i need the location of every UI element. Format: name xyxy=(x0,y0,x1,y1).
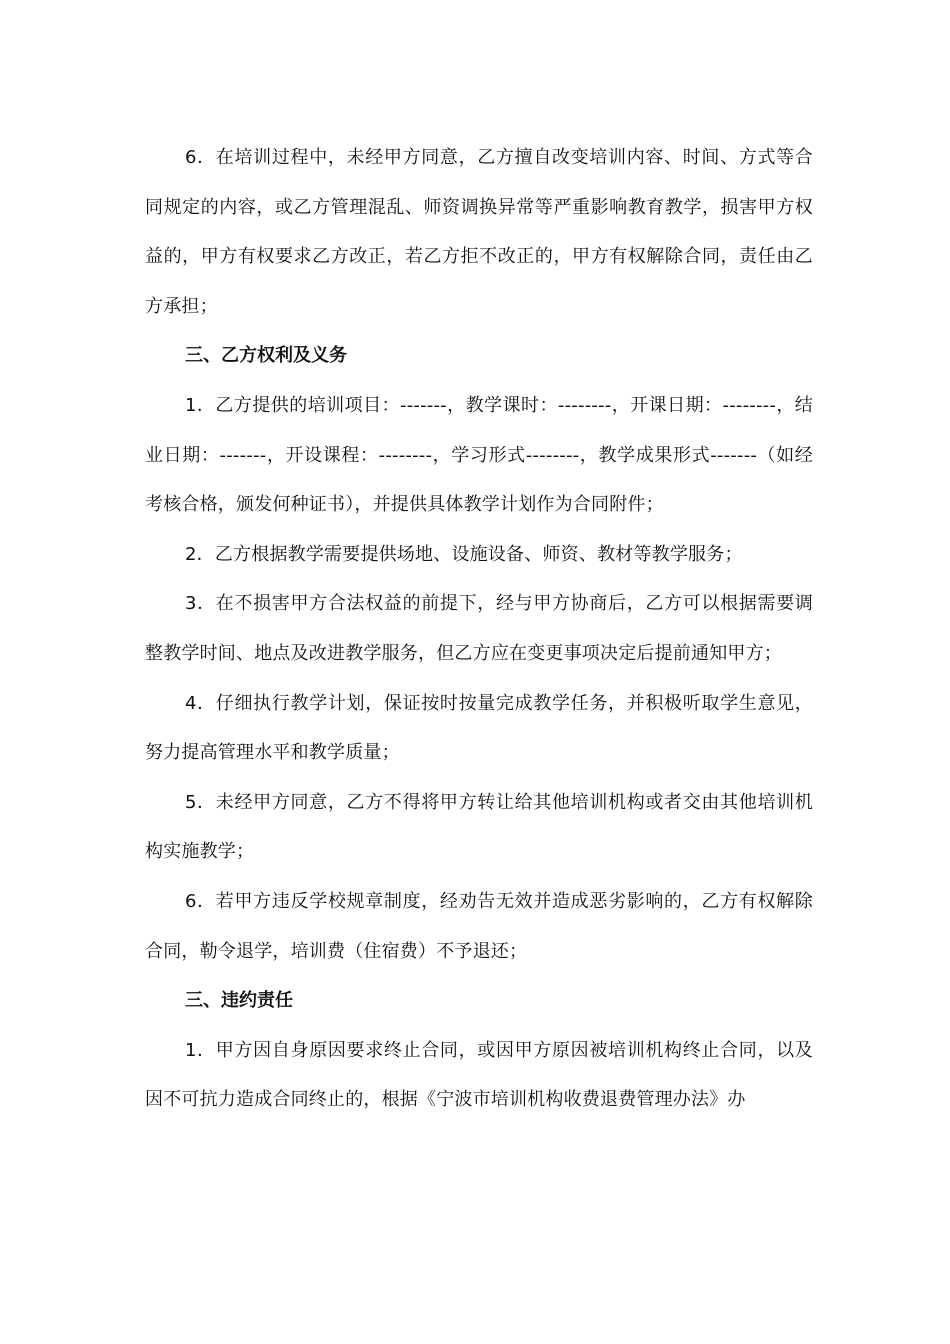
clause-b6-paragraph: 6．若甲方违反学校规章制度，经劝告无效并造成恶劣影响的，乙方有权解除合同，勒令退学，培训费（住宿费）不予退还； xyxy=(145,890,813,962)
document-body xyxy=(145,133,813,1125)
clause-c1-paragraph: 1．甲方因自身原因要求终止合同，或因甲方原因被培训机构终止合同，以及因不可抗力造成合同终止的，根据《宁波市培训机构收费退费管理办法》办 xyxy=(145,1039,813,1111)
clause-a6-paragraph: 6．在培训过程中，未经甲方同意，乙方擅自改变培训内容、时间、方式等合同规定的内容，或乙方管理混乱、师资调换异常等严重影响教育教学，损害甲方权益的，甲方有权要求乙方改正，若乙方拒不改正的，甲方有权解除合同，责任由乙方承担； xyxy=(145,147,813,317)
clause-b5-paragraph: 5．未经甲方同意，乙方不得将甲方转让给其他培训机构或者交由其他培训机构实施教学； xyxy=(145,791,813,863)
clause-b4-paragraph: 4．仔细执行教学计划，保证按时按量完成教学任务，并积极听取学生意见，努力提高管理水平和教学质量； xyxy=(145,692,813,764)
clause-b2-paragraph: 2．乙方根据教学需要提供场地、设施设备、师资、教材等教学服务； xyxy=(185,543,743,565)
section-heading-party-b-rights: 三、乙方权利及义务 xyxy=(185,345,347,367)
section-heading-liability: 三、违约责任 xyxy=(185,990,293,1012)
clause-b3-paragraph: 3．在不损害甲方合法权益的前提下，经与甲方协商后，乙方可以根据需要调整教学时间、地点及改进教学服务，但乙方应在变更事项决定后提前通知甲方； xyxy=(145,593,813,664)
clause-b1-paragraph: 1．乙方提供的培训项目：-------，教学课时：--------，开课日期：--------，结业日期：-------，开设课程：--------，学习形式--------，教学成果形式-------（如经考核合格，颁发何种证书），并提供具体教学计划作为合同附件； xyxy=(145,394,813,516)
